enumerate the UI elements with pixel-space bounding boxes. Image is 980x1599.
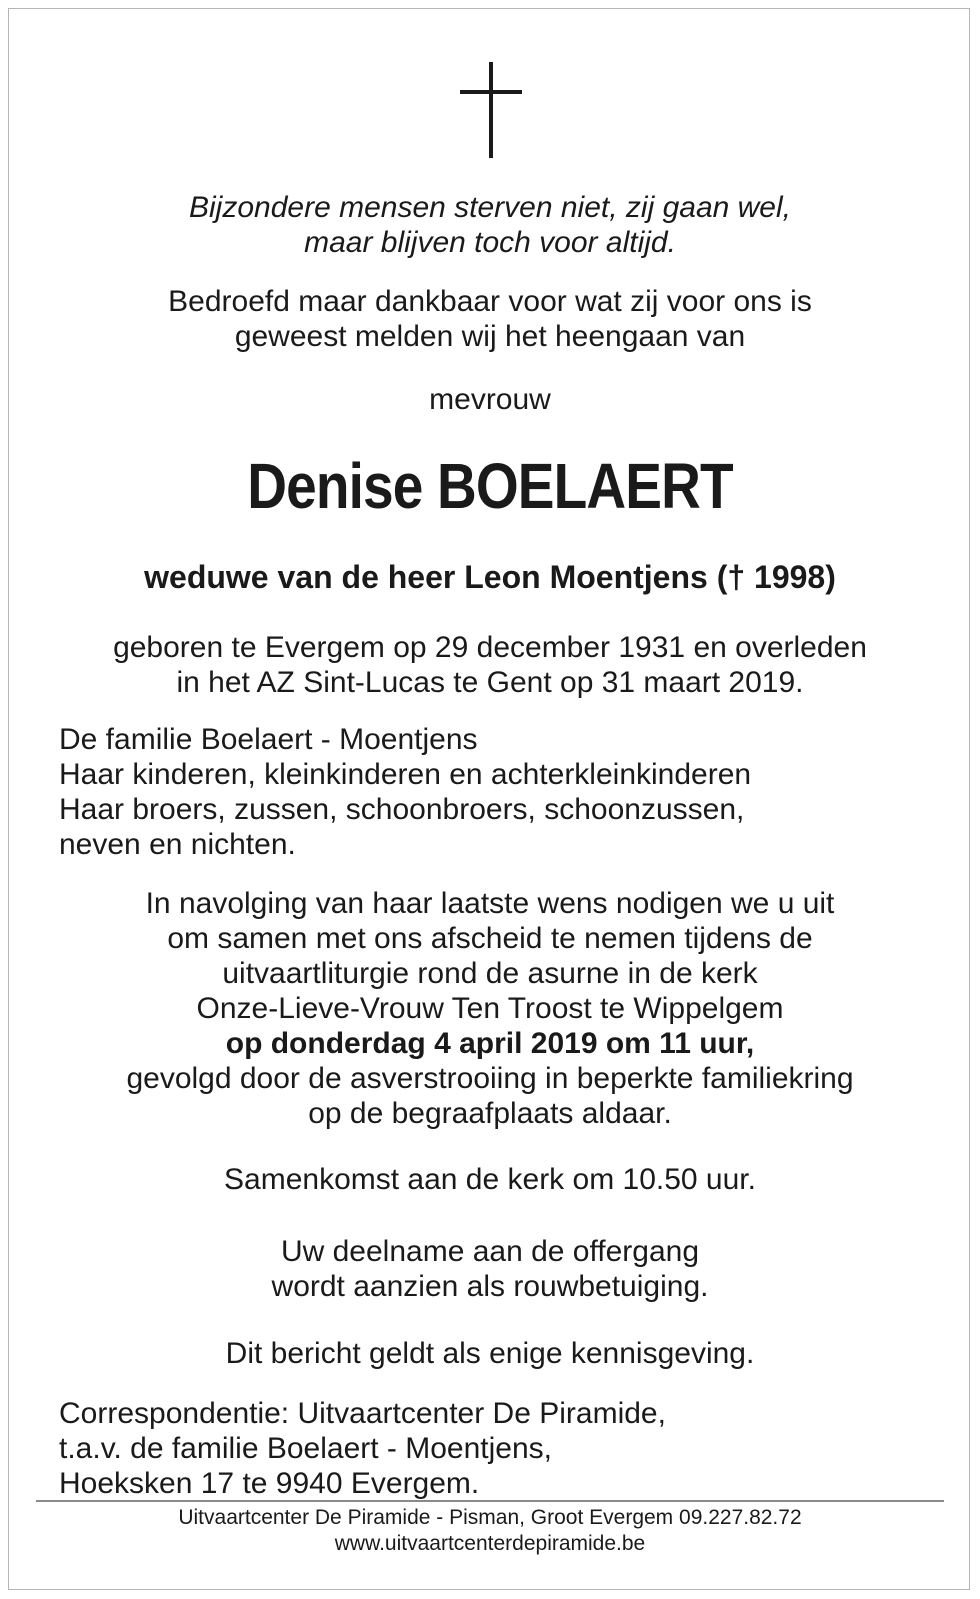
correspondence-line: Correspondentie: Uitvaartcenter De Piramide,	[59, 1397, 666, 1430]
funeral-date: op donderdag 4 april 2019 om 11 uur,	[225, 1027, 755, 1060]
family-line: Haar broers, zussen, schoonbroers, schoonzussen,	[59, 793, 745, 826]
honorific: mevrouw	[429, 383, 551, 416]
intro-line: Bedroefd maar dankbaar voor wat zij voor ons is	[168, 285, 812, 318]
family-list	[59, 722, 751, 862]
invitation-line: gevolgd door de asverstrooiing in beperkte familiekring	[126, 1062, 854, 1095]
deceased-name: Denise BOELAERT	[247, 450, 733, 522]
footer-divider	[36, 1500, 944, 1502]
invitation-line: uitvaartliturgie rond de asurne in de kerk	[222, 957, 758, 990]
gathering-time: Samenkomst aan de kerk om 10.50 uur.	[224, 1163, 756, 1196]
correspondence-line: Hoeksken 17 te 9940 Evergem.	[59, 1467, 480, 1500]
invitation-line: op de begraafplaats aldaar.	[308, 1097, 672, 1130]
funeral-invitation	[0, 886, 980, 1131]
invitation-line: om samen met ons afscheid te nemen tijdens de	[167, 922, 813, 955]
quote-line: maar blijven toch voor altijd.	[304, 226, 676, 259]
widow-of: weduwe van de heer Leon Moentjens († 1998)	[144, 559, 836, 595]
notice: Dit bericht geldt als enige kennisgeving.	[225, 1337, 755, 1370]
footer-contact: Uitvaartcenter De Piramide - Pisman, Groot Evergem 09.227.82.72	[178, 1506, 802, 1529]
quote-line: Bijzondere mensen sterven niet, zij gaan wel,	[189, 191, 791, 224]
intro	[0, 284, 980, 354]
birth-death-line: geboren te Evergem op 29 december 1931 en overleden	[113, 631, 867, 664]
family-line: De familie Boelaert - Moentjens	[59, 723, 478, 756]
quote	[0, 190, 980, 260]
offering-note	[0, 1234, 980, 1304]
invitation-line: In navolging van haar laatste wens nodigen we u uit	[145, 887, 835, 920]
offering-line: Uw deelname aan de offergang	[280, 1235, 700, 1268]
intro-line: geweest melden wij het heengaan van	[234, 320, 746, 353]
footer-website-link[interactable]: www.uitvaartcenterdepiramide.be	[334, 1532, 646, 1555]
family-line: Haar kinderen, kleinkinderen en achterkleinkinderen	[59, 758, 752, 791]
correspondence	[59, 1396, 666, 1501]
footer	[0, 1505, 980, 1557]
invitation-line: Onze-Lieve-Vrouw Ten Troost te Wippelgem	[196, 992, 784, 1025]
birth-death-line: in het AZ Sint-Lucas te Gent op 31 maart 2019.	[176, 666, 804, 699]
correspondence-line: t.a.v. de familie Boelaert - Moentjens,	[59, 1432, 553, 1465]
offering-line: wordt aanzien als rouwbetuiging.	[271, 1270, 709, 1303]
birth-death-info	[0, 630, 980, 700]
cross-icon	[460, 62, 522, 158]
family-line: neven en nichten.	[59, 828, 296, 861]
